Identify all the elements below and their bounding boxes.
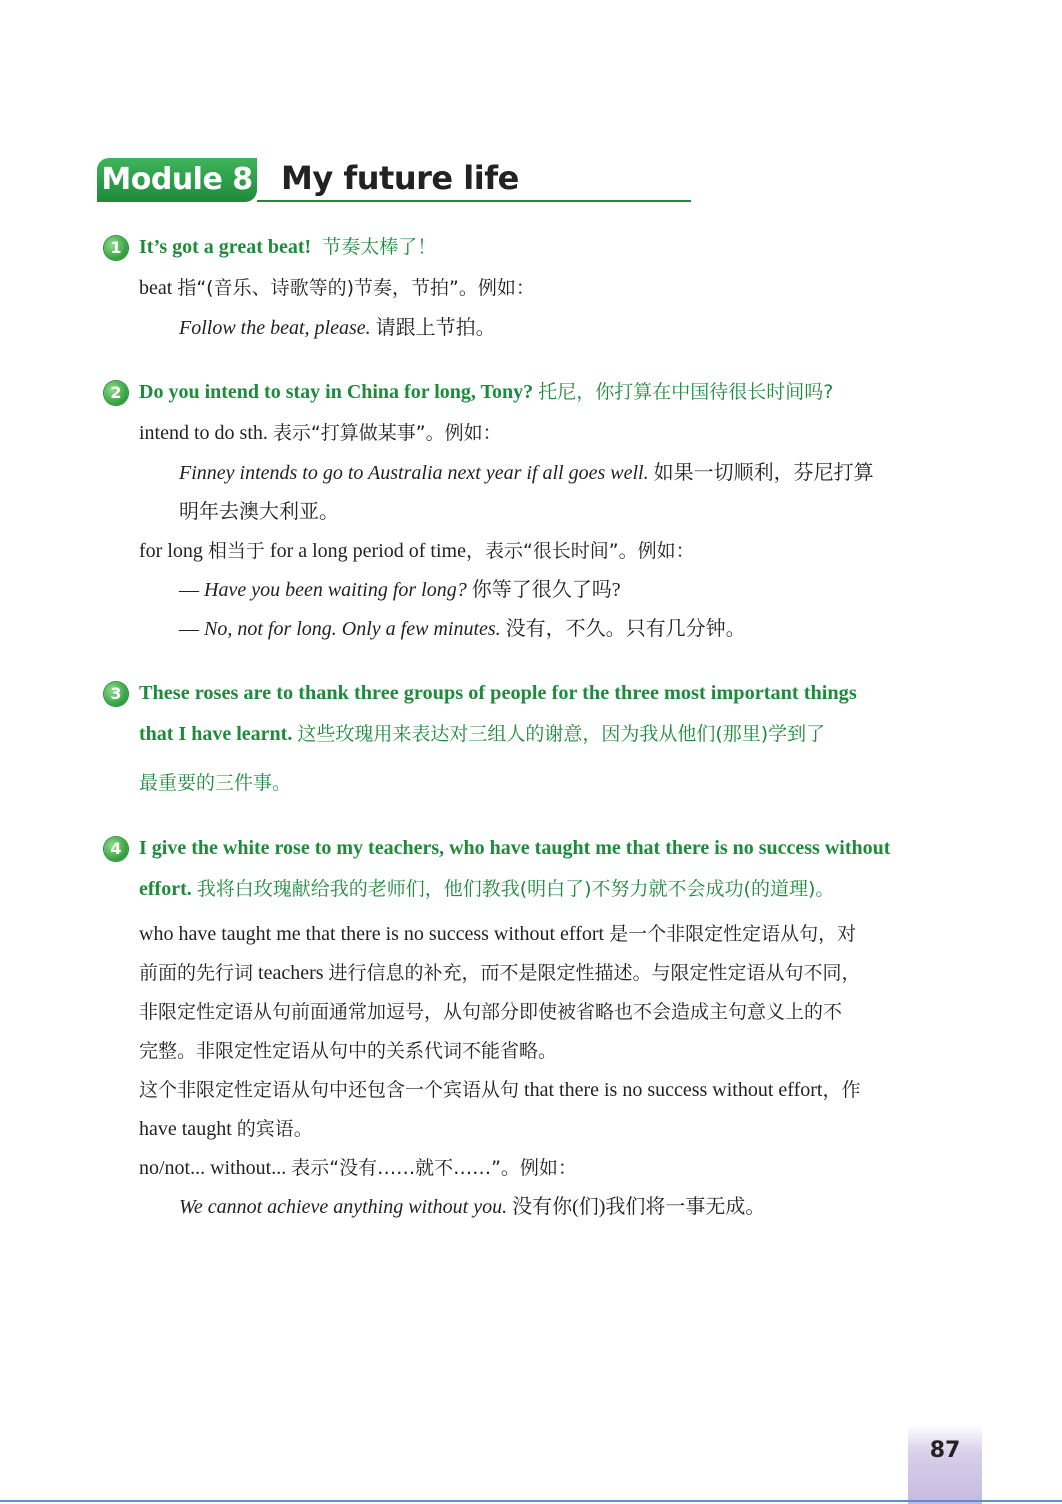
example-en: Have you been waiting for long? <box>204 579 467 601</box>
example-en: Finney intends to go to Australia next year if all goes well. <box>179 462 649 484</box>
example-en: We cannot achieve anything without you. <box>179 1196 508 1218</box>
sentence-en: effort. <box>139 878 192 900</box>
sentence-en: These roses are to thank three groups of people for the three most important things <box>139 682 857 704</box>
explanation: 非限定性定语从句前面通常加逗号，从句部分即使被省略也不会造成主句意义上的不 <box>139 1001 843 1023</box>
item-2-dialogue-1 <box>179 576 621 604</box>
page-number-box <box>908 1424 982 1504</box>
term: for long <box>139 540 203 562</box>
sentence-cn: 最重要的三件事。 <box>139 772 292 794</box>
term: have taught <box>139 1118 232 1140</box>
module-header <box>97 156 691 202</box>
module-badge: Module 8 <box>97 158 257 202</box>
explanation: 的宾语。 <box>236 1118 313 1140</box>
item-2-line-2 <box>139 537 695 565</box>
sentence-en: I give the white rose to my teachers, who have taught me that there is no success without <box>139 837 891 859</box>
term: who have taught me that there is no success without effort <box>139 923 605 945</box>
item-4-sentence-line-2 <box>139 875 834 903</box>
item-4-line-6 <box>139 1115 313 1143</box>
example-en: No, not for long. Only a few minutes. <box>204 618 501 640</box>
item-number-1: 1 <box>104 236 128 260</box>
item-3-sentence-line-3 <box>139 769 291 797</box>
sentence-cn: 托尼，你打算在中国待很长时间吗? <box>538 381 834 403</box>
sentence-en: Do you intend to stay in China for long, Tony? <box>139 381 534 403</box>
explanation: 这个非限定性定语从句中还包含一个宾语从句 <box>139 1079 520 1101</box>
term: teachers <box>258 962 324 984</box>
sentence-cn: 这些玫瑰用来表达对三组人的谢意，因为我从他们(那里)学到了 <box>297 723 826 745</box>
explanation-2: 进行信息的补充，而不是限定性描述。与限定性定语从句不同， <box>328 962 861 984</box>
item-2-dialogue-2 <box>179 615 746 643</box>
bottom-rule <box>0 1500 1062 1502</box>
item-4-line-2 <box>139 959 861 987</box>
sentence-en: It’s got a great beat! <box>139 236 312 258</box>
item-number-3: 3 <box>104 682 128 706</box>
item-4-line-3 <box>139 998 842 1026</box>
explanation-2: ，作 <box>822 1079 861 1101</box>
example-cn: 如果一切顺利，芬尼打算 <box>653 462 874 484</box>
item-3-sentence-line-2 <box>139 720 825 748</box>
dash: — <box>179 579 199 601</box>
example-en: Follow the beat, please. <box>179 317 371 339</box>
item-3-sentence-line-1 <box>139 679 857 707</box>
item-4-line-4 <box>139 1037 557 1065</box>
sentence-cn: 节奏太棒了！ <box>322 236 437 258</box>
term-2: for a long period of time <box>269 540 466 562</box>
item-2-example-1-cont <box>179 498 339 526</box>
item-4-line-1 <box>139 920 856 948</box>
example-cn: 请跟上节拍。 <box>375 317 496 339</box>
sentence-en: that I have learnt. <box>139 723 293 745</box>
item-2-example-1 <box>179 459 874 487</box>
item-1-sentence <box>139 233 436 261</box>
item-1-line-1 <box>139 274 535 302</box>
item-number-4: 4 <box>104 837 128 861</box>
item-4-example <box>179 1193 765 1221</box>
page-number: 87 <box>929 1438 961 1463</box>
example-cn: 明年去澳大利亚。 <box>179 501 339 523</box>
dash: — <box>179 618 199 640</box>
term: beat <box>139 277 173 299</box>
explanation-2: ，表示“很长时间”。例如： <box>465 540 695 562</box>
item-2-line-1 <box>139 419 502 447</box>
explanation: 表示“打算做某事”。例如： <box>272 422 502 444</box>
term: no/not... without... <box>139 1157 287 1179</box>
title-underline <box>257 200 691 202</box>
explanation: 完整。非限定性定语从句中的关系代词不能省略。 <box>139 1040 558 1062</box>
item-4-line-7 <box>139 1154 577 1182</box>
explanation: 指“(音乐、诗歌等的)节奏，节拍”。例如： <box>177 277 535 299</box>
explanation: 是一个非限定性定语从句，对 <box>609 923 857 945</box>
item-4-line-5 <box>139 1076 860 1104</box>
item-number-2: 2 <box>104 381 128 405</box>
term: that there is no success without effort <box>524 1079 823 1101</box>
term: intend to do sth. <box>139 422 268 444</box>
explanation: 表示“没有……就不……”。例如： <box>291 1157 577 1179</box>
explanation: 前面的先行词 <box>139 962 254 984</box>
example-cn: 你等了很久了吗? <box>471 579 621 601</box>
item-1-example <box>179 314 496 342</box>
module-title: My future life <box>281 159 519 197</box>
sentence-cn: 我将白玫瑰献给我的老师们，他们教我(明白了)不努力就不会成功(的道理)。 <box>196 878 835 900</box>
example-cn: 没有你(们)我们将一事无成。 <box>512 1196 766 1218</box>
item-4-sentence-line-1 <box>139 834 890 862</box>
item-2-sentence <box>139 378 833 406</box>
explanation: 相当于 <box>207 540 265 562</box>
example-cn: 没有，不久。只有几分钟。 <box>505 618 746 640</box>
